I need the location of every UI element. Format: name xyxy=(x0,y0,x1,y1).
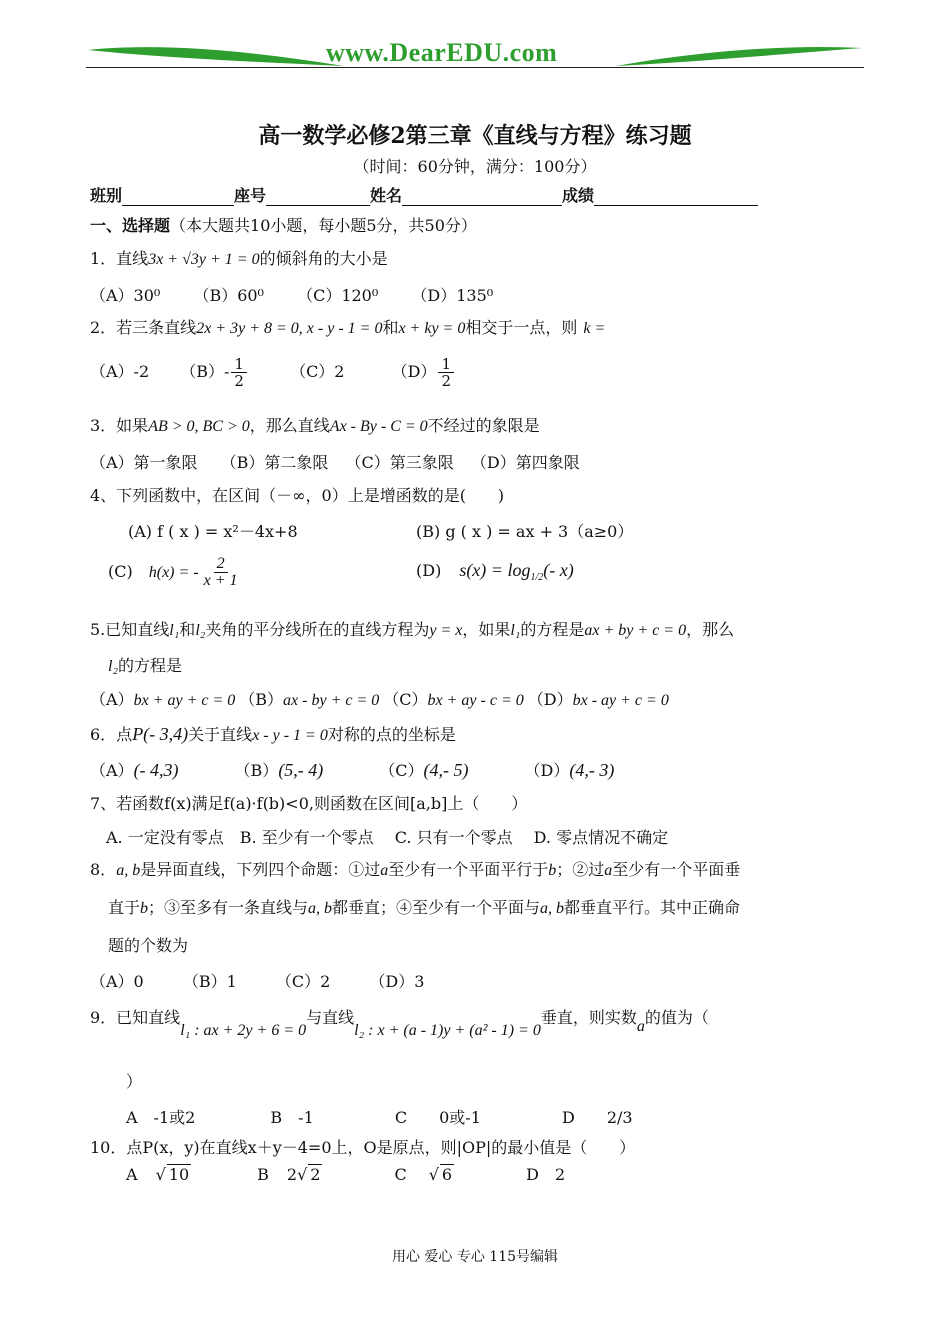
score-blank[interactable] xyxy=(594,187,758,206)
q3-option-c[interactable]: （C）第三象限 xyxy=(345,453,454,472)
question-9-close: ） xyxy=(126,1072,143,1091)
q6-option-c[interactable]: （C）(4,- 5) xyxy=(379,760,469,780)
q9-options xyxy=(126,1108,633,1128)
q6-option-a[interactable]: （A）(- 4,3) xyxy=(90,760,179,780)
q6-option-d[interactable]: （D）(4,- 3) xyxy=(524,760,615,780)
q4-option-a[interactable]: (A) f ( x ) = x²－4x+8 xyxy=(128,522,298,541)
q1-option-c[interactable]: （C）120⁰ xyxy=(297,286,379,305)
q8-option-a[interactable]: （A）0 xyxy=(90,972,144,991)
class-label: 班别 xyxy=(90,186,123,205)
q2-option-a[interactable]: （A）-2 xyxy=(90,362,150,381)
q5-option-b[interactable]: （B）ax - by + c = 0 xyxy=(239,690,380,709)
name-blank[interactable] xyxy=(402,187,562,206)
question-3: 3．如果AB > 0, BC > 0，那么直线Ax - By - C = 0不经过的象限是 xyxy=(90,416,540,435)
q10-option-b[interactable]: B 2√ 2 xyxy=(257,1165,321,1184)
question-1: 1．直线3x + √3y + 1 = 0的倾斜角的大小是 xyxy=(90,249,388,268)
q2-option-c[interactable]: （C）2 xyxy=(290,362,345,381)
q8-option-d[interactable]: （D）3 xyxy=(369,972,425,991)
question-5-line2: l₂的方程是 xyxy=(108,656,183,675)
q6-options xyxy=(90,760,614,781)
question-8-line2: 直于b；③至多有一条直线与a, b都垂直；④至少有一个平面与a, b都垂直平行。其中正确命 xyxy=(108,898,741,917)
q10-option-d[interactable]: D 2 xyxy=(526,1165,566,1184)
question-9: 9．已知直线l₁ : ax + 2y + 6 = 0与直线l₂ : x + (a - 1)y + (a² - 1) = 0垂直，则实数a的值为（ xyxy=(90,1008,709,1039)
q5-option-a[interactable]: （A）bx + ay + c = 0 xyxy=(90,690,236,709)
score-label: 成绩 xyxy=(562,186,595,205)
question-8-line3: 题的个数为 xyxy=(108,936,189,955)
header-rule xyxy=(86,67,864,68)
leaf-swoosh-left-icon xyxy=(86,40,346,70)
q4-option-d[interactable]: (D) $s(x) = \log_{1/2}(-$ x) xyxy=(416,560,574,584)
seat-blank[interactable] xyxy=(266,187,370,206)
question-4: 4、下列函数中，在区间（－∞，0）上是增函数的是( ) xyxy=(90,486,505,505)
q2-option-d[interactable]: （D） $\frac{1}{2}$ xyxy=(392,362,456,381)
q9-option-d[interactable]: D 2/3 xyxy=(561,1108,633,1127)
q3-option-a[interactable]: （A）第一象限 xyxy=(90,453,198,472)
name-label: 姓名 xyxy=(370,186,403,205)
q3-option-b[interactable]: （B）第二象限 xyxy=(220,453,329,472)
q3-options xyxy=(90,453,580,473)
q4-option-c[interactable]: (C) h(x) = - $\frac{2}{x + 1}$ xyxy=(108,555,238,589)
q6-option-b[interactable]: （B）(5,- 4) xyxy=(234,760,324,780)
site-logo-text: www.DearEDU.com xyxy=(326,38,558,67)
question-8: 8．a, b是异面直线，下列四个命题：①过a至少有一个平面平行于b；②过a至少有一个平面垂 xyxy=(90,860,741,879)
info-line xyxy=(90,186,758,206)
q9-option-b[interactable]: B -1 xyxy=(270,1108,314,1127)
question-2: 2．若三条直线2x + 3y + 8 = 0, x - y - 1 = 0和x + ky = 0相交于一点，则 k = xyxy=(90,318,606,337)
q3-option-d[interactable]: （D）第四象限 xyxy=(470,453,580,472)
q10-option-a[interactable]: A √ 10 xyxy=(126,1165,190,1184)
question-6: 6．点P(- 3,4)关于直线x - y - 1 = 0对称的点的坐标是 xyxy=(90,724,456,744)
page-subtitle: （时间：60分钟，满分：100分） xyxy=(353,157,597,176)
q10-option-c[interactable]: C √ 6 xyxy=(394,1165,453,1184)
section-heading: 一、选择题（本大题共10小题，每小题5分，共50分） xyxy=(90,216,477,235)
q10-options xyxy=(126,1165,565,1185)
q2-option-b[interactable]: （B）- $\frac{1}{2}$ xyxy=(180,362,249,381)
q2-options xyxy=(90,356,456,389)
page-title: 高一数学必修2第三章《直线与方程》练习题 xyxy=(258,123,692,149)
header-banner xyxy=(86,38,864,70)
q5-options xyxy=(90,690,669,711)
leaf-swoosh-right-icon xyxy=(614,40,864,70)
q1-option-a[interactable]: （A）30⁰ xyxy=(90,286,161,305)
question-10: 10．点P(x，y)在直线x＋y－4=0上，O是原点，则|OP|的最小值是（ ） xyxy=(90,1138,636,1157)
q8-option-c[interactable]: （C）2 xyxy=(275,972,331,991)
q8-options xyxy=(90,972,424,992)
seat-label: 座号 xyxy=(234,186,267,205)
q8-option-b[interactable]: （B）1 xyxy=(182,972,237,991)
q4-option-b[interactable]: (B) g ( x ) = ax + 3（a≥0） xyxy=(416,522,634,541)
page-footer: 用心 爱心 专心 115号编辑 xyxy=(391,1249,559,1265)
class-blank[interactable] xyxy=(122,187,234,206)
q1-option-b[interactable]: （B）60⁰ xyxy=(193,286,264,305)
question-7: 7、若函数f(x)满足f(a)·f(b)<0,则函数在区间[a,b]上（ ） xyxy=(90,794,528,813)
q5-option-d[interactable]: （D）bx - ay + c = 0 xyxy=(527,690,669,709)
q1-options xyxy=(90,286,493,306)
q5-option-c[interactable]: （C）bx + ay - c = 0 xyxy=(383,690,524,709)
q9-option-c[interactable]: C 0或-1 xyxy=(394,1108,481,1127)
q7-options[interactable]: A. 一定没有零点 B. 至少有一个零点 C. 只有一个零点 D. 零点情况不确定 xyxy=(106,828,669,847)
q9-option-a[interactable]: A -1或2 xyxy=(126,1108,196,1127)
question-5: 5.已知直线l₁和l₂夹角的平分线所在的直线方程为y = x，如果l₁的方程是ax + by + c = 0，那么 xyxy=(90,620,735,639)
q1-option-d[interactable]: （D）135⁰ xyxy=(411,286,494,305)
